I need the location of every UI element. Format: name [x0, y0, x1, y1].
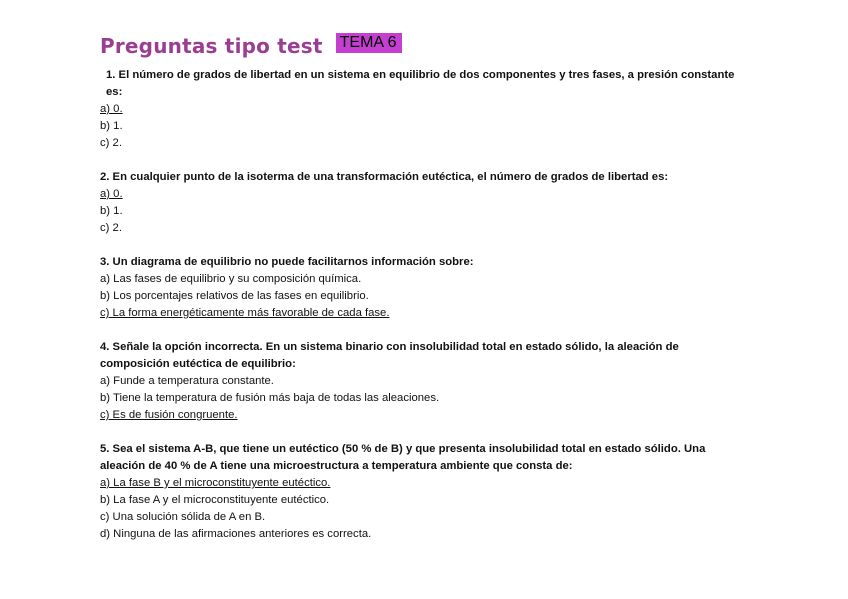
page-header: [100, 32, 402, 62]
answer-option: c) Una solución sólida de A en B.: [100, 511, 266, 523]
page-title: Preguntas tipo test: [100, 34, 323, 58]
question-2: [100, 169, 740, 237]
question-5: [100, 441, 740, 543]
question-1: [100, 67, 740, 152]
answer-option: c) Es de fusión congruente.: [100, 409, 238, 421]
answer-option: b) La fase A y el microconstituyente eutéctico.: [100, 494, 330, 506]
question-stem: 4. Señale la opción incorrecta. En un sistema binario con insolubilidad total en estado sólido, la aleación de composición eutéctica de equilibrio:: [100, 341, 679, 370]
answer-option: a) Las fases de equilibrio y su composición química.: [100, 273, 362, 285]
topic-badge: TEMA 6: [336, 33, 402, 53]
answer-option: c) 2.: [100, 137, 122, 149]
answer-option: c) 2.: [100, 222, 122, 234]
answer-option: a) 0.: [100, 103, 123, 115]
answer-option: b) Tiene la temperatura de fusión más baja de todas las aleaciones.: [100, 392, 440, 404]
answer-option: c) La forma energéticamente más favorable de cada fase.: [100, 307, 390, 319]
answer-option: d) Ninguna de las afirmaciones anteriores es correcta.: [100, 528, 372, 540]
answer-option: a) 0.: [100, 188, 123, 200]
question-stem: 1. El número de grados de libertad en un sistema en equilibrio de dos componentes y tres fases, a presión constante es:: [106, 69, 735, 98]
questions-list: [100, 67, 740, 560]
answer-option: b) Los porcentajes relativos de las fases en equilibrio.: [100, 290, 369, 302]
answer-option: a) Funde a temperatura constante.: [100, 375, 274, 387]
answer-option: b) 1.: [100, 120, 123, 132]
question-3: [100, 254, 740, 322]
answer-option: a) La fase B y el microconstituyente eutéctico.: [100, 477, 331, 489]
question-stem: 5. Sea el sistema A-B, que tiene un eutéctico (50 % de B) y que presenta insolubilidad total en estado sólido. Una aleación de 40 % de A tiene una microestructura a temperatura ambiente que consta de:: [100, 443, 706, 472]
question-stem: 3. Un diagrama de equilibrio no puede facilitarnos información sobre:: [100, 256, 474, 268]
question-4: [100, 339, 740, 424]
answer-option: b) 1.: [100, 205, 123, 217]
question-stem: 2. En cualquier punto de la isoterma de una transformación eutéctica, el número de grados de libertad es:: [100, 171, 669, 183]
